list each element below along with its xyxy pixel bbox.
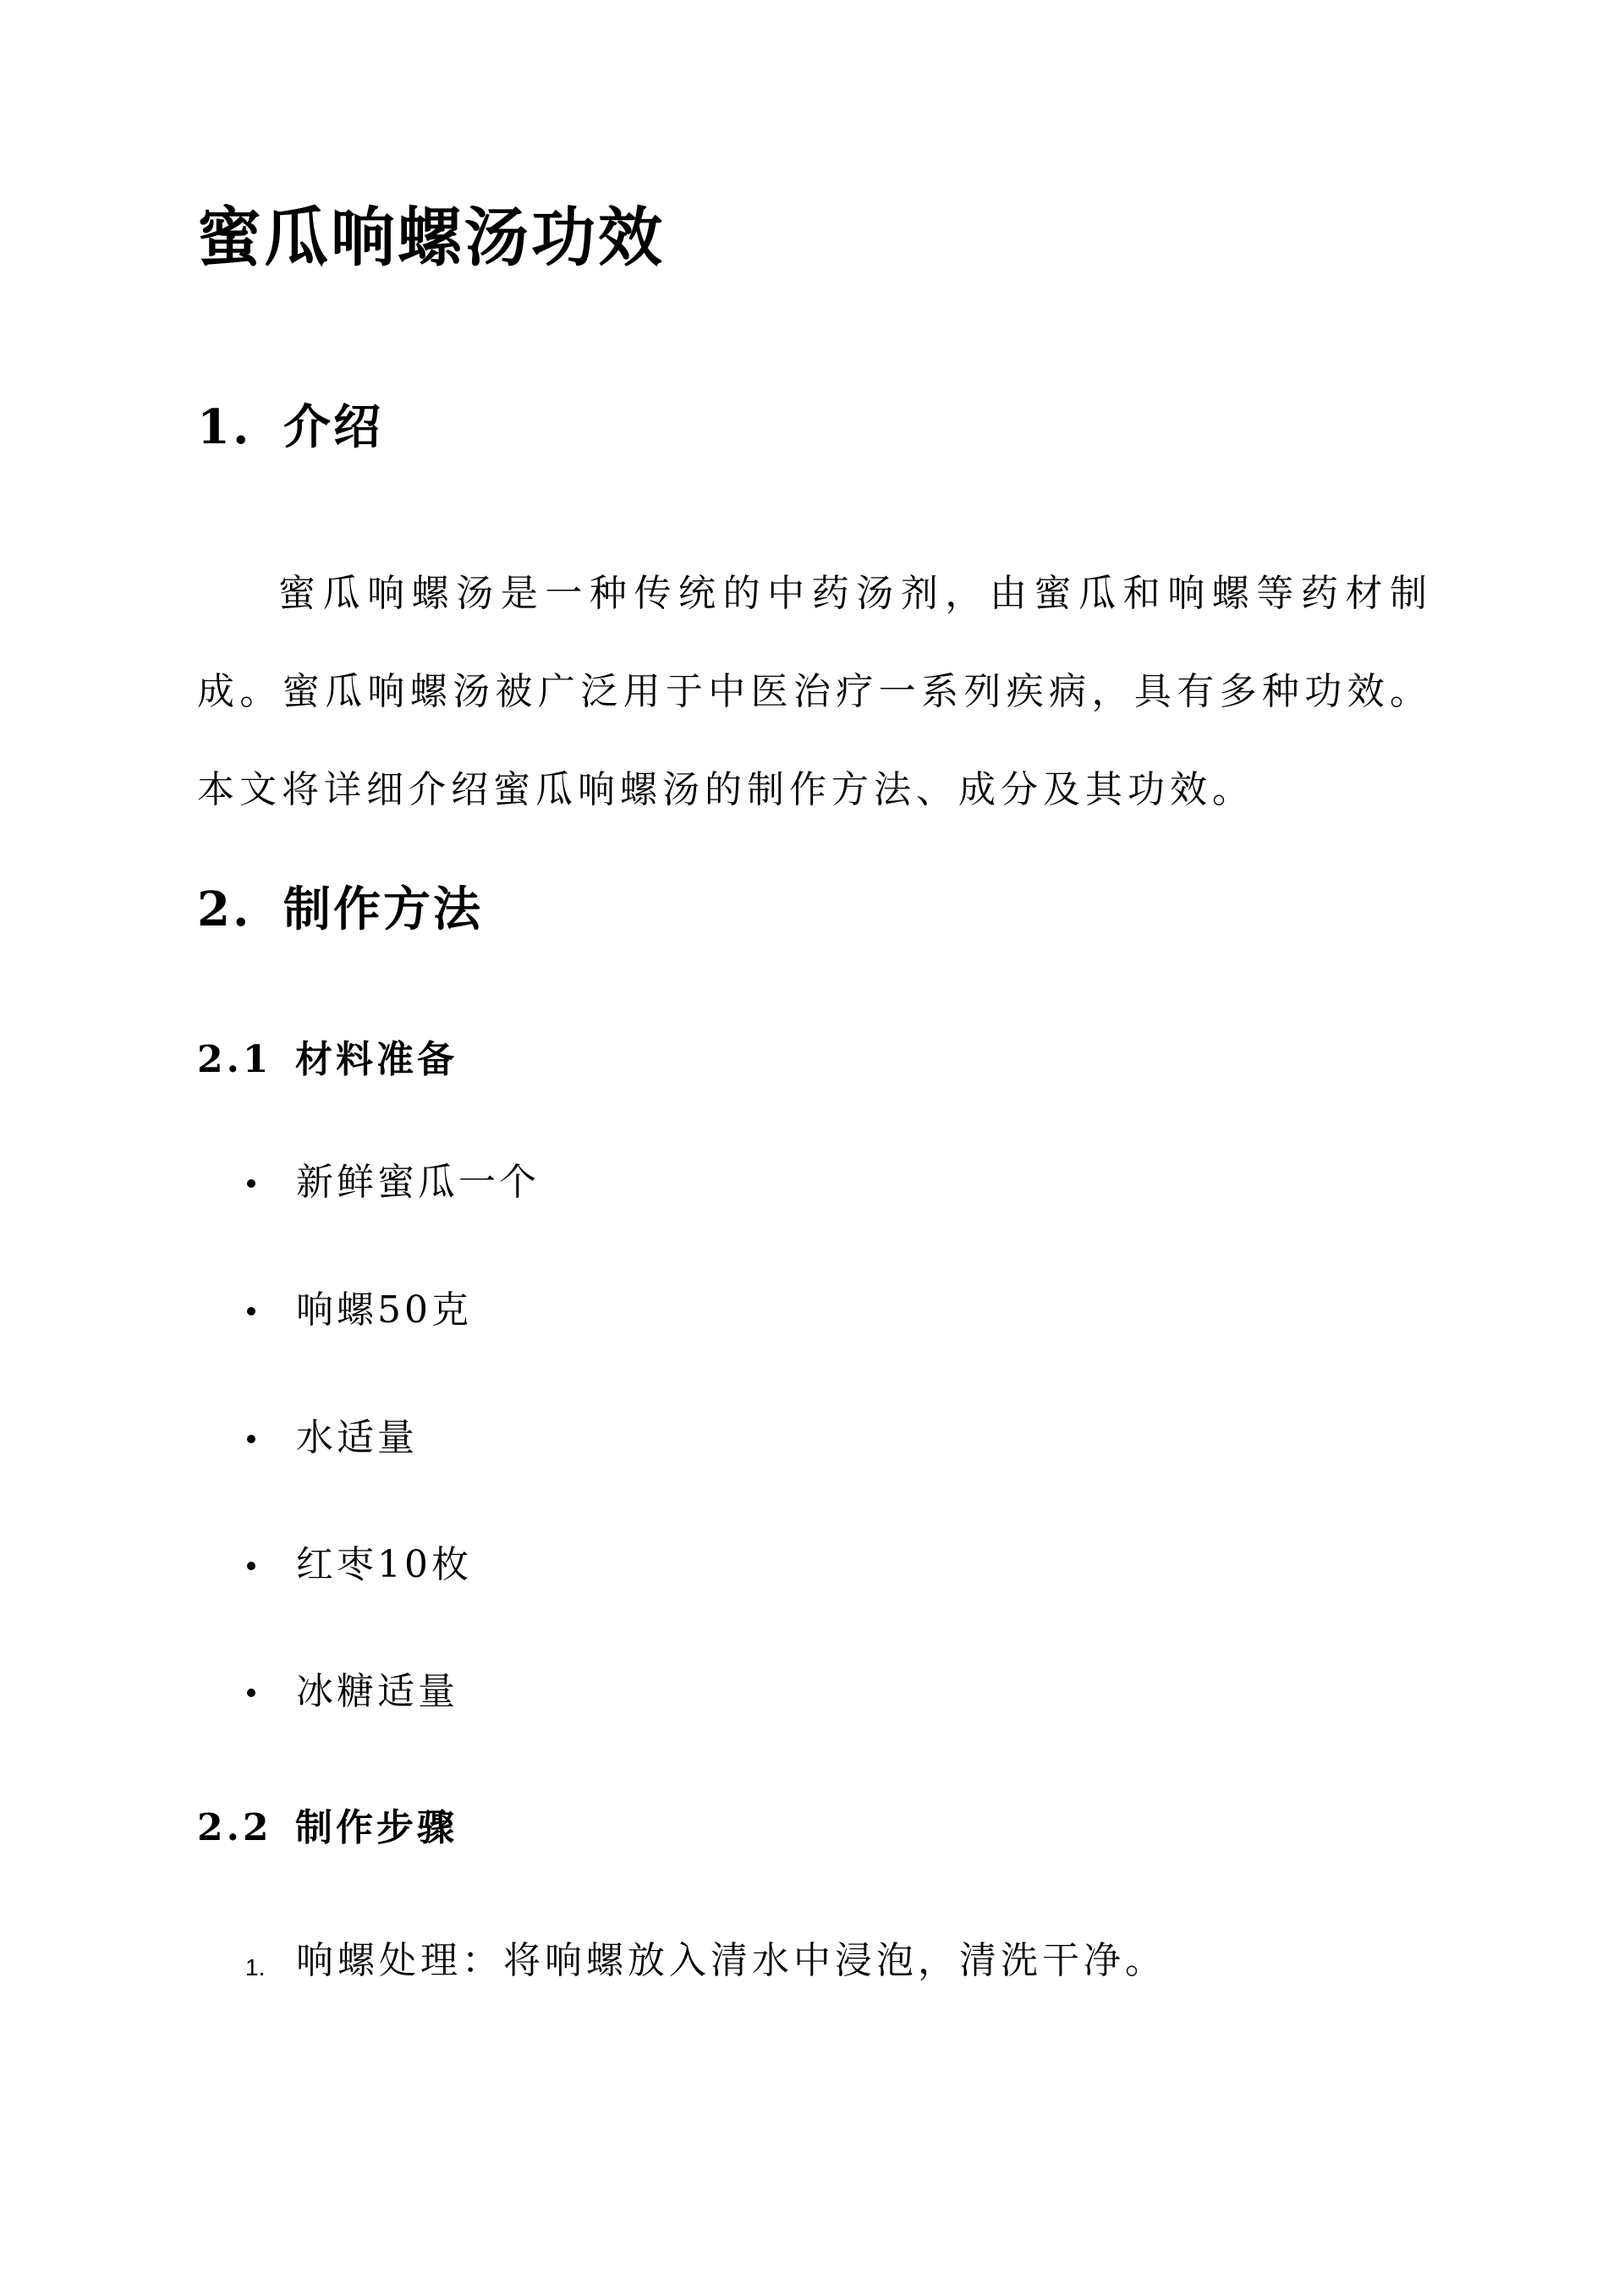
list-item-text: 新鲜蜜瓜一个 — [296, 1161, 540, 1204]
intro-paragraph: 蜜瓜响螺汤是一种传统的中药汤剂，由蜜瓜和响螺等药材制成。蜜瓜响螺汤被广泛用于中医治疗一系列疾病，具有多种功效。本文将详细介绍蜜瓜响螺汤的制作方法、成分及其功效。 — [197, 572, 1432, 811]
bullet-icon — [247, 1689, 255, 1697]
subsection-number: 2.2 — [197, 1806, 272, 1849]
step-number: 1. — [245, 1954, 266, 1980]
list-item-text: 响螺50克 — [296, 1288, 472, 1332]
section-heading-method — [197, 880, 483, 939]
subsection-title: 制作步骤 — [295, 1806, 458, 1849]
document-title: 蜜瓜响螺汤功效 — [197, 200, 665, 275]
bullet-icon — [247, 1179, 255, 1188]
bullet-icon — [247, 1562, 255, 1570]
subsection-heading-materials — [197, 1036, 458, 1084]
subsection-heading-steps — [197, 1804, 458, 1852]
subsection-title: 材料准备 — [295, 1038, 458, 1081]
section-number: 1. — [197, 399, 252, 455]
section-title: 制作方法 — [283, 882, 483, 937]
subsection-number: 2.1 — [197, 1038, 272, 1081]
list-item-text: 冰糖适量 — [296, 1670, 458, 1713]
step-text: 响螺处理：将响螺放入清水中浸泡，清洗干净。 — [296, 1939, 1166, 1982]
list-item-text: 红枣10枚 — [296, 1543, 472, 1586]
list-item-text: 水适量 — [296, 1416, 418, 1459]
section-number: 2. — [197, 882, 252, 937]
section-title: 介绍 — [283, 399, 383, 455]
bullet-icon — [247, 1435, 255, 1443]
section-heading-intro — [197, 398, 383, 457]
bullet-icon — [247, 1307, 255, 1316]
